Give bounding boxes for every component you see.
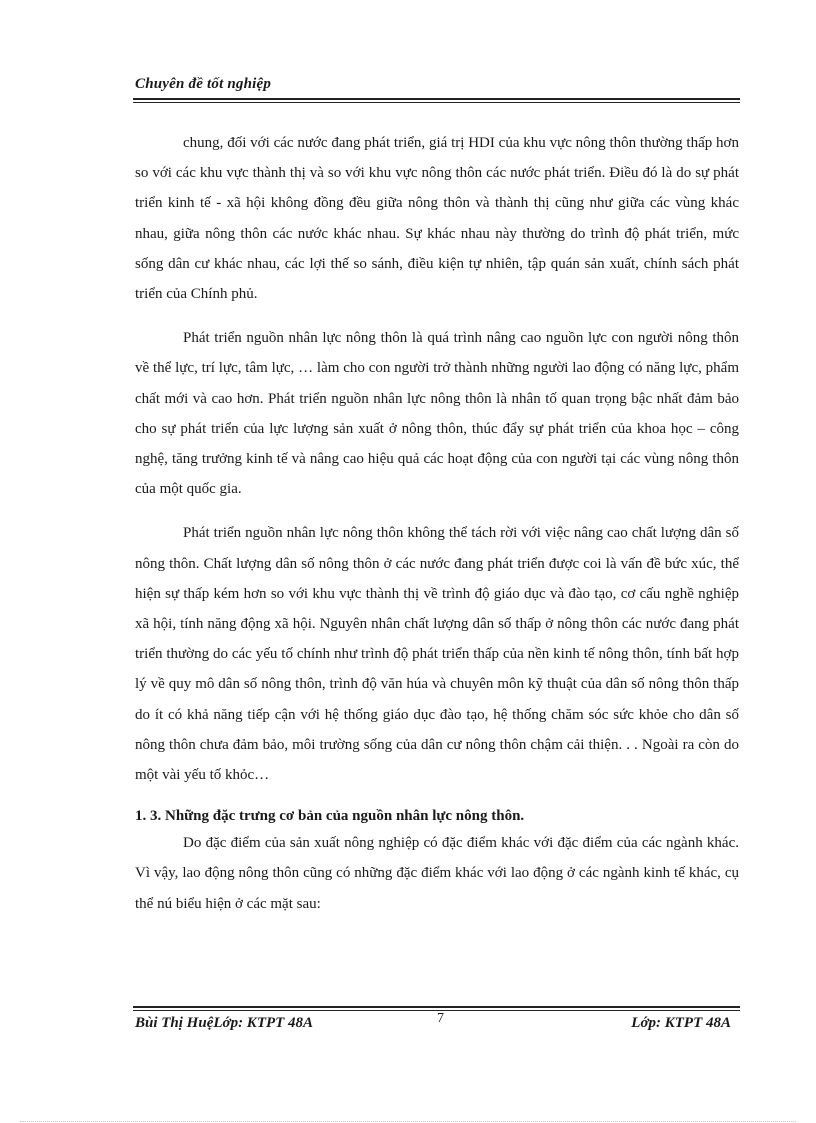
section-paragraph: Do đặc điểm của sản xuất nông nghiệp có đặc điểm khác với đặc điểm của các ngành khác. Vì vậy, lao động nông thôn cũng có những đặc điểm khác với lao động ở các ngành kinh tế khác, cụ thể nú biểu hiện ở các mặt sau: bbox=[135, 835, 739, 912]
body-text bbox=[135, 128, 739, 919]
paragraph-2: Phát triển nguồn nhân lực nông thôn là quá trình nâng cao nguồn lực con người nông thôn về thể lực, trí lực, tâm lực, … làm cho con người trở thành những người lao động có năng lực, phẩm chất mới và cao hơn. Phát triển nguồn nhân lực nông thôn là nhân tố quan trọng bậc nhất đảm bảo cho sự phát triển của lực lượng sản xuất ở nông thôn, thúc đẩy sự phát triển của khoa học – công nghệ, tăng trưởng kinh tế và nâng cao hiệu quả các hoạt động của con người tại các vùng nông thôn của một quốc gia. bbox=[135, 330, 739, 498]
header-rule-thin bbox=[133, 102, 740, 103]
page-bottom-border bbox=[20, 1121, 796, 1122]
footer-rule-thick bbox=[133, 1006, 740, 1008]
header-title: Chuyên đề tốt nghiệp bbox=[135, 76, 272, 92]
paragraph-3: Phát triển nguồn nhân lực nông thôn không thể tách rời với việc nâng cao chất lượng dân số nông thôn. Chất lượng dân số nông thôn ở các nước đang phát triển được coi là vấn đề bức xúc, thể hiện sự thấp kém hơn so với khu vực thành thị về trình độ giáo dục và đào tạo, cơ cấu nghề nghiệp xã hội, tính năng động xã hội. Nguyên nhân chất lượng dân số thấp ở nông thôn các nước đang phát triển thường do các yếu tố chính như trình độ phát triển thấp của nền kinh tế nông thôn, tính bất hợp lý về quy mô dân số nông thôn, trình độ văn húa và chuyên môn kỹ thuật của dân số nông thôn thấp do ít có khả năng tiếp cận với hệ thống giáo dục đào tạo, hệ thống chăm sóc sức khỏe cho dân số nông thôn chưa đảm bảo, môi trường sống của dân cư nông thôn chậm cải thiện. . . Ngoài ra còn do một vài yếu tố khỏc… bbox=[135, 525, 739, 784]
page-number: 7 bbox=[437, 1011, 444, 1026]
paragraph-1: chung, đối với các nước đang phát triển, giá trị HDI của khu vực nông thôn thường thấp hơn so với các khu vực thành thị và so với khu vực nông thôn các nước phát triển. Điều đó là do sự phát triển kinh tế - xã hội không đồng đều giữa nông thôn và thành thị cũng như giữa các vùng khác nhau, giữa nông thôn các nước khác nhau. Sự khác nhau này thường do trình độ phát triển, mức sống dân cư khác nhau, các lợi thế so sánh, điều kiện tự nhiên, tập quán sản xuất, chính sách phát triển của Chính phủ. bbox=[135, 135, 739, 303]
footer-author: Bùi Thị HuệLớp: KTPT 48A bbox=[135, 1015, 314, 1031]
footer-class: Lớp: KTPT 48A bbox=[631, 1015, 731, 1031]
header-rule-thick bbox=[133, 98, 740, 100]
section-heading: 1. 3. Những đặc trưng cơ bản của nguồn nhân lực nông thôn. bbox=[135, 808, 525, 825]
